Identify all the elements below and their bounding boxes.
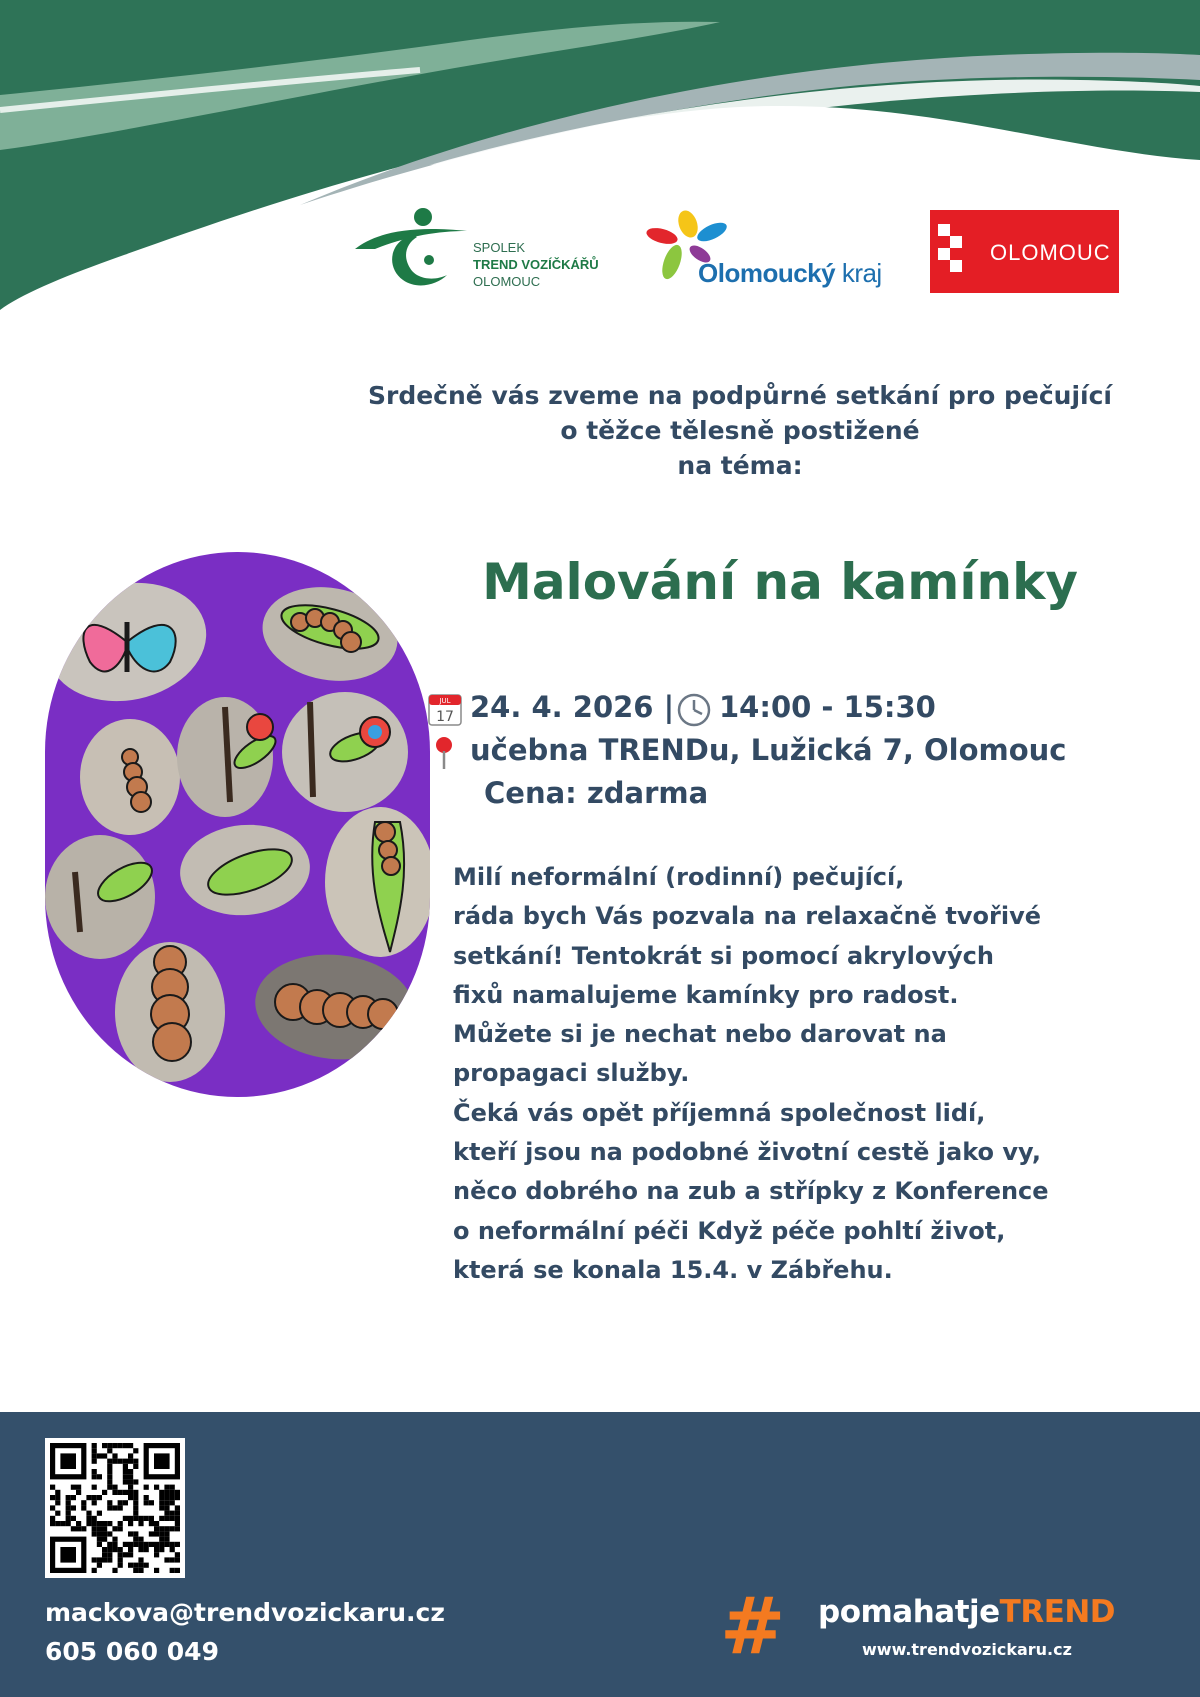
checker-emblem-icon	[930, 210, 970, 293]
body-line: fixů namalujeme kamínky pro radost.	[453, 980, 959, 1009]
body-line: ráda bych Vás pozvala na relaxačně tvořivé	[453, 902, 1041, 931]
contact-email[interactable]: mackova@trendvozickaru.cz	[45, 1598, 445, 1627]
body-line: Milí neformální (rodinní) pečující,	[453, 863, 905, 891]
body-line: o neformální péči Když péče pohltí život,	[453, 1216, 1006, 1245]
clock-icon	[677, 693, 711, 727]
spolek-logo-line: TREND VOZÍČKÁŘŮ	[473, 257, 599, 272]
hashtag-accent: TREND	[999, 1594, 1116, 1630]
kraj-logo-bold: Olomoucký	[698, 258, 836, 288]
website-link[interactable]: www.trendvozickaru.cz	[862, 1640, 1072, 1659]
invitation-text	[330, 378, 1150, 483]
stones-illustration	[45, 552, 430, 1097]
hashtag-main: pomahatje	[818, 1594, 1000, 1630]
spolek-trend-emblem-icon	[355, 205, 470, 295]
olomouc-city-logo	[930, 210, 1119, 293]
invitation-line: Srdečně vás zveme na podpůrné setkání pro pečující	[368, 381, 1112, 410]
footer	[0, 1412, 1200, 1697]
body-line: která se konala 15.4. v Zábřehu.	[453, 1255, 893, 1284]
olomouc-logo-text: OLOMOUC	[990, 240, 1111, 265]
event-price: Cena: zdarma	[484, 776, 709, 810]
hashtag-slogan	[818, 1594, 1115, 1630]
calendar-day: 17	[436, 709, 454, 725]
body-line: Můžete si je nechat nebo darovat na	[453, 1020, 947, 1049]
hashtag-icon: #	[720, 1582, 786, 1672]
event-date: 24. 4. 2026 |	[470, 690, 675, 724]
body-line: kteří jsou na podobné životní cestě jako vy,	[453, 1138, 1041, 1167]
spolek-logo-line: SPOLEK	[473, 240, 526, 255]
olomoucky-kraj-logo	[640, 210, 920, 300]
invitation-line: na téma:	[677, 451, 803, 480]
contact-phone[interactable]: 605 060 049	[45, 1637, 219, 1666]
painted-stones-photo	[45, 552, 430, 1097]
body-line: propagaci služby.	[453, 1059, 690, 1088]
location-pin-icon	[432, 735, 456, 771]
calendar-month: JUL	[439, 697, 451, 705]
calendar-icon	[428, 692, 462, 726]
body-line: setkání! Tentokrát si pomocí akrylových	[453, 941, 994, 970]
event-time: 14:00 - 15:30	[719, 690, 936, 724]
event-title: Malování na kamínky	[482, 553, 1078, 611]
spolek-logo-line: OLOMOUC	[473, 274, 541, 289]
spolek-trend-logo	[355, 205, 635, 295]
event-place: učebna TRENDu, Lužická 7, Olomouc	[470, 733, 1067, 767]
body-line: něco dobrého na zub a střípky z Konference	[453, 1177, 1049, 1206]
kraj-logo-light: kraj	[835, 258, 882, 288]
body-text	[453, 858, 1153, 1290]
body-line: Čeká vás opět příjemná společnost lidí,	[453, 1098, 986, 1127]
qr-code-icon[interactable]	[45, 1438, 185, 1578]
invitation-line: o těžce tělesně postižené	[560, 416, 920, 445]
